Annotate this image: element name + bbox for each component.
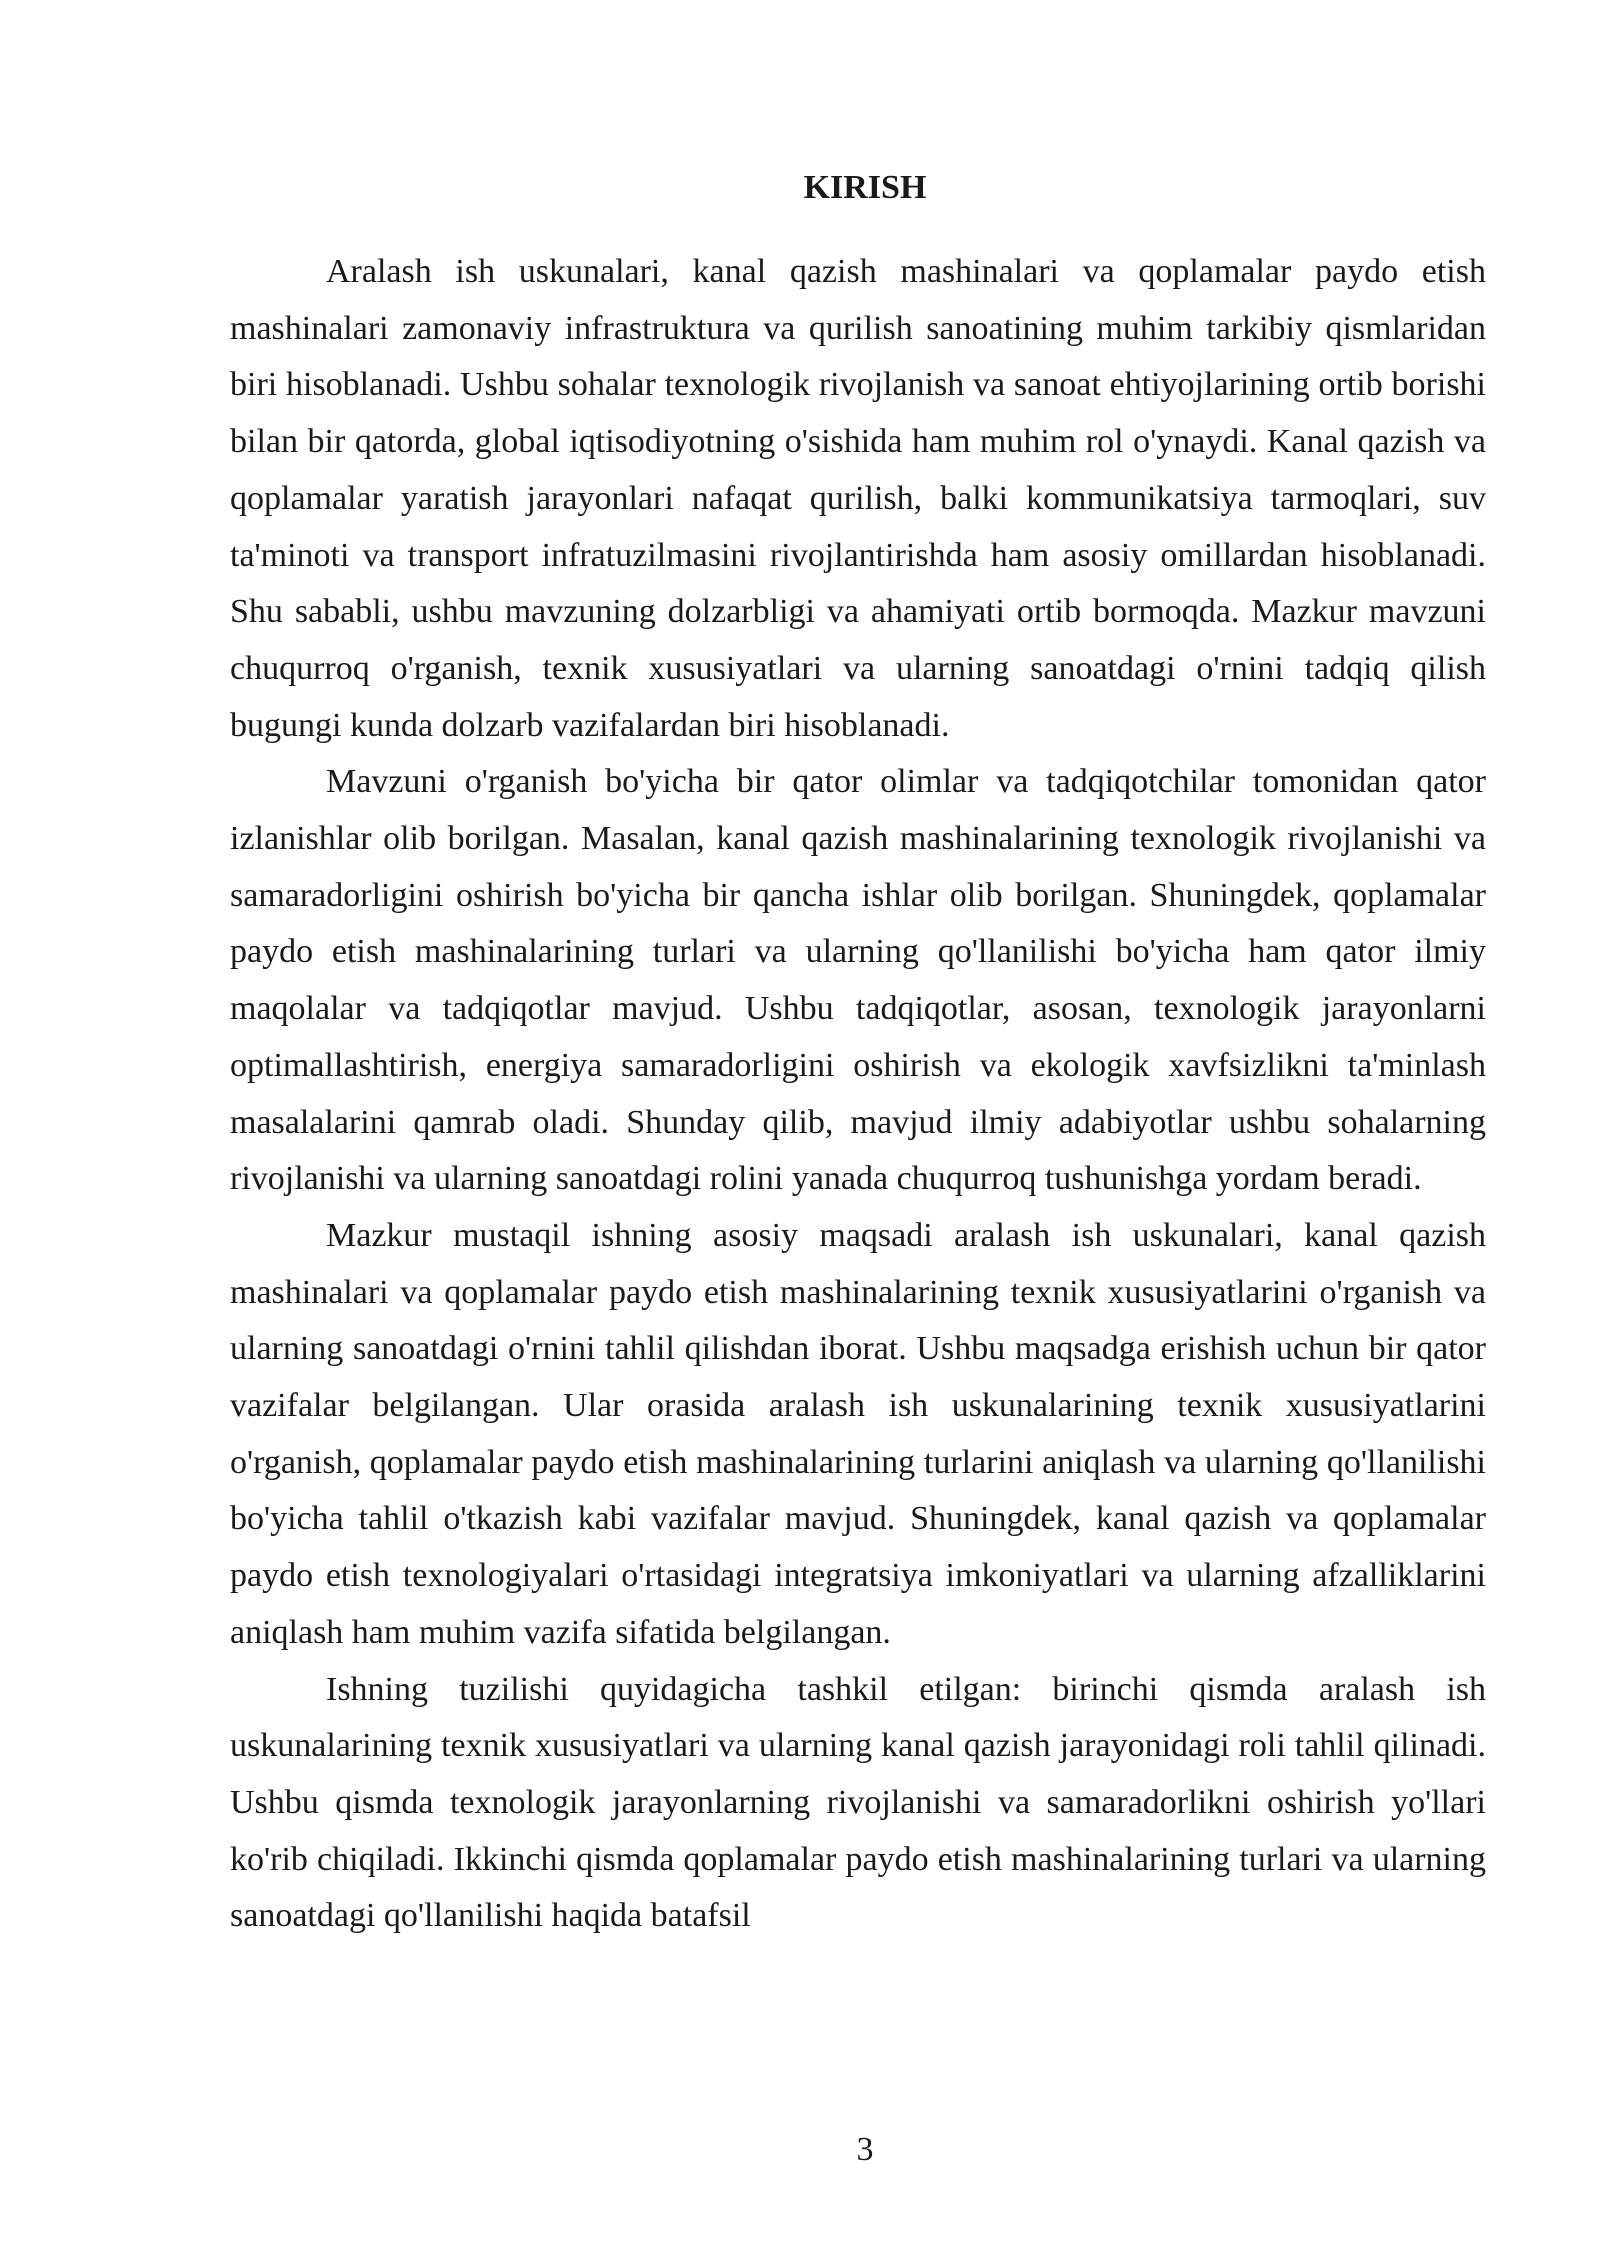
page-number: 3 [856, 2131, 874, 2168]
paragraph-goal: Mazkur mustaqil ishning asosiy maqsadi aralash ish uskunalari, kanal qazish mashinalari va qoplamalar paydo etish mashinalarining texnik xususiyatlarini o'rganish va ularning sanoatdagi o'rnini tahlil qilishdan iborat. Ushbu maqsadga erishish uchun bir qator vazifalar belgilangan. Ular orasida aralash ish uskunalarining texnik xususiyatlarini o'rganish, qoplamalar paydo etish mashinalarining turlarini aniqlash va ularning qo'llanilishi bo'yicha tahlil o'tkazish kabi vazifalar mavjud. Shuningdek, kanal qazish va qoplamalar paydo etish texnologiyalari o'rtasidagi integratsiya imkoniyatlari va ularning afzalliklarini aniqlash ham muhim vazifa sifatida belgilangan. [230, 1216, 1486, 1651]
page-title: KIRISH [803, 169, 927, 206]
document-body [230, 244, 1486, 1945]
paragraph-literature: Mavzuni o'rganish bo'yicha bir qator olimlar va tadqiqotchilar tomonidan qator izlanishlar olib borilgan. Masalan, kanal qazish mashinalarining texnologik rivojlanishi va samaradorligini oshirish bo'yicha bir qancha ishlar olib borilgan. Shuningdek, qoplamalar paydo etish mashinalarining turlari va ularning qo'llanilishi bo'yicha ham qator ilmiy maqolalar va tadqiqotlar mavjud. Ushbu tadqiqotlar, asosan, texnologik jarayonlarni optimallashtirish, energiya samaradorligini oshirish va ekologik xavfsizlikni ta'minlash masalalarini qamrab oladi. Shunday qilib, mavjud ilmiy adabiyotlar ushbu sohalarning rivojlanishi va ularning sanoatdagi rolini yanada chuqurroq tushunishga yordam beradi. [230, 763, 1486, 1198]
paragraph-structure: Ishning tuzilishi quyidagicha tashkil etilgan: birinchi qismda aralash ish uskunalarining texnik xususiyatlari va ularning kanal qazish jarayonidagi roli tahlil qilinadi. Ushbu qismda texnologik jarayonlarning rivojlanishi va samaradorlikni oshirish yo'llari ko'rib chiqiladi. Ikkinchi qismda qoplamalar paydo etish mashinalarining turlari va ularning sanoatdagi qo'llanilishi haqida batafsil [230, 1670, 1486, 1935]
paragraph-intro: Aralash ish uskunalari, kanal qazish mashinalari va qoplamalar paydo etish mashinalari zamonaviy infrastruktura va qurilish sanoatining muhim tarkibiy qismlaridan biri hisoblanadi. Ushbu sohalar texnologik rivojlanish va sanoat ehtiyojlarining ortib borishi bilan bir qatorda, global iqtisodiyotning o'sishida ham muhim rol o'ynaydi. Kanal qazish va qoplamalar yaratish jarayonlari nafaqat qurilish, balki kommunikatsiya tarmoqlari, suv ta'minoti va transport infratuzilmasini rivojlantirishda ham asosiy omillardan hisoblanadi. Shu sababli, ushbu mavzuning dolzarbligi va ahamiyati ortib bormoqda. Mazkur mavzuni chuqurroq o'rganish, texnik xususiyatlari va ularning sanoatdagi o'rnini tadqiq qilish bugungi kunda dolzarb vazifalardan biri hisoblanadi. [230, 253, 1486, 744]
